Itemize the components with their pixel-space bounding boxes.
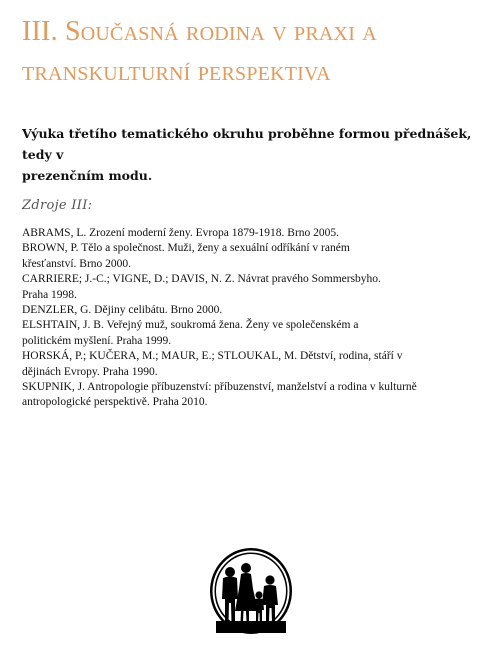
- heading-line-1: III. Současná rodina v praxi a: [22, 16, 377, 47]
- reference-line: Praha 1998.: [22, 288, 77, 301]
- reference-line: HORSKÁ, P.; KUČERA, M.; MAUR, E.; STLOUKAL, M. Dětství, rodina, stáří v: [22, 350, 403, 363]
- intro-line-2: prezenčním modu.: [22, 168, 153, 183]
- reference-item: [22, 349, 472, 380]
- reference-line: křesťanství. Brno 2000.: [22, 257, 132, 270]
- reference-list: [22, 226, 472, 411]
- reference-item: [22, 226, 472, 241]
- section-heading: [22, 12, 482, 92]
- reference-item: [22, 318, 472, 349]
- intro-line-1: Výuka třetího tematického okruhu proběhne formou přednášek, tedy v: [22, 126, 472, 162]
- family-silhouette-icon: [208, 547, 294, 637]
- reference-item: [22, 303, 472, 318]
- reference-line: DENZLER, G. Dějiny celibátu. Brno 2000.: [22, 304, 223, 317]
- reference-item: [22, 241, 472, 272]
- heading-line-2: transkulturní perspektiva: [22, 56, 331, 87]
- reference-line: BROWN, P. Tělo a společnost. Muži, ženy a sexuální odříkání v raném: [22, 242, 350, 255]
- reference-line: SKUPNIK, J. Antropologie příbuzenství: příbuzenství, manželství a rodina v kulturně: [22, 381, 417, 394]
- intro-paragraph: [22, 123, 472, 186]
- reference-item: [22, 380, 472, 411]
- reference-line: ABRAMS, L. Zrození moderní ženy. Evropa 1879-1918. Brno 2005.: [22, 227, 340, 239]
- reference-line: dějinách Evropy. Praha 1990.: [22, 365, 158, 378]
- reference-line: ELSHTAIN, J. B. Veřejný muž, soukromá žena. Ženy ve společenském a: [22, 319, 359, 332]
- sources-title: Zdroje III:: [22, 198, 93, 213]
- reference-line: antropologické perspektivě. Praha 2010.: [22, 396, 208, 409]
- reference-line: politickém myšlení. Praha 1999.: [22, 334, 172, 347]
- reference-line: CARRIERE; J.-C.; VIGNE, D.; DAVIS, N. Z. Návrat pravého Sommersbyho.: [22, 273, 381, 286]
- reference-item: [22, 272, 472, 303]
